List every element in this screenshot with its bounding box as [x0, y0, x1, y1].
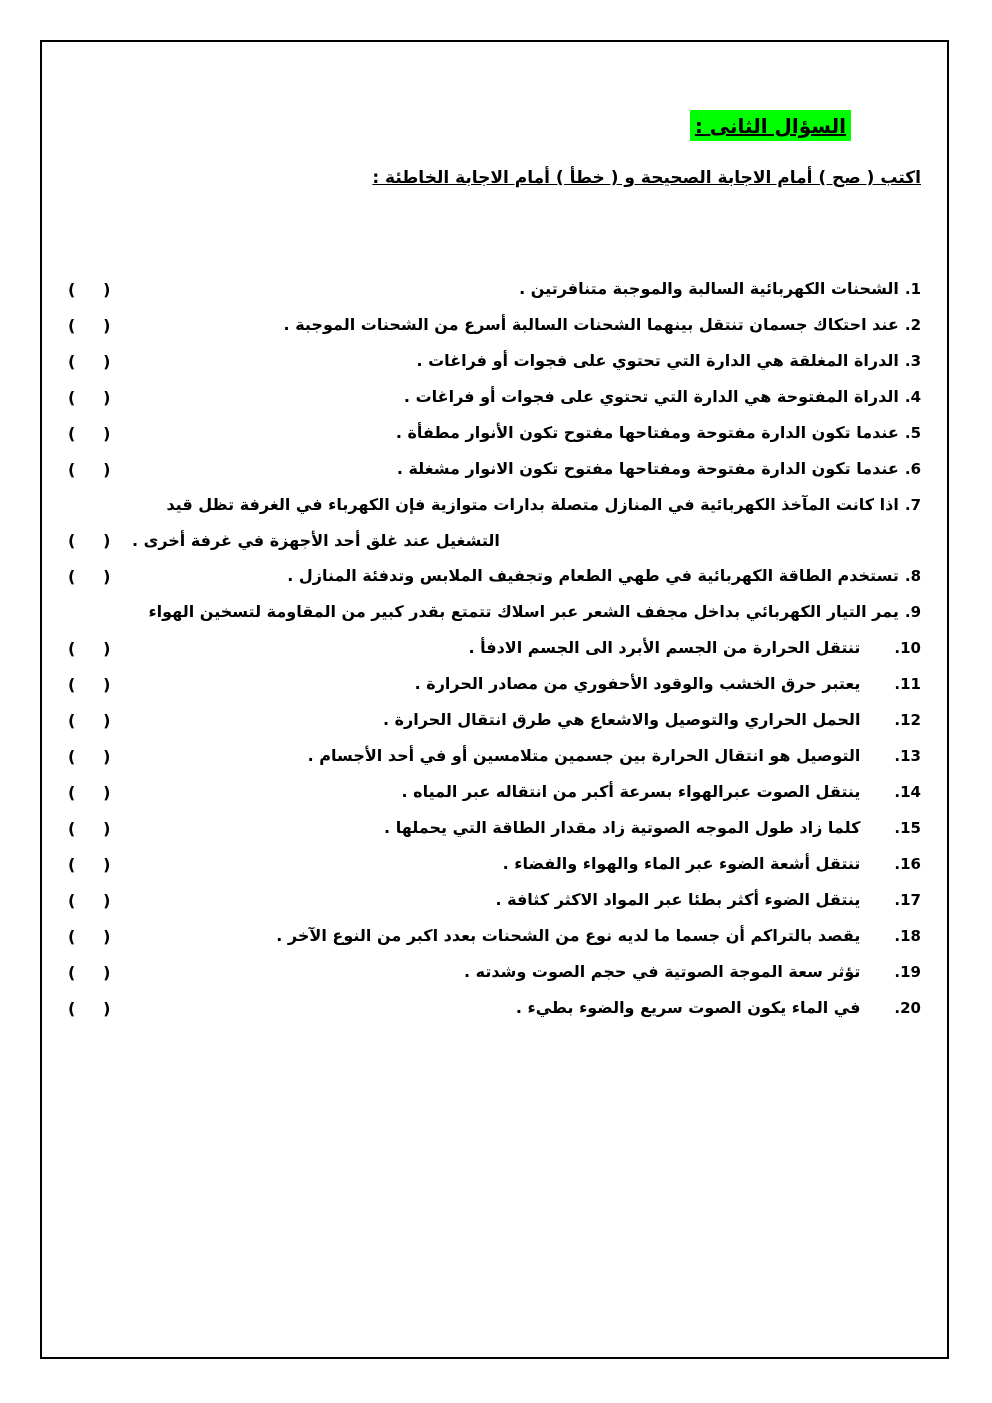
statement: [132, 954, 921, 990]
item-text: كلما زاد طول الموجه الصوتية زاد مقدار الطاقة التي يحملها .: [384, 817, 861, 837]
item-number: 1.: [904, 279, 921, 298]
statement: [132, 487, 921, 558]
statement-row-11: [68, 666, 921, 702]
title-row: [68, 110, 921, 141]
instruction-text: اكتب ( صح ) أمام الاجابة الصحيحة و ( خطأ ) أمام الاجابة الخاطئة :: [372, 168, 921, 188]
statement-row-10: [68, 630, 921, 666]
item-text-continued: التشغيل عند غلق أحد الأجهزة في غرفة أخرى .: [132, 530, 500, 550]
item-text: يمر التيار الكهربائي بداخل مجفف الشعر عبر اسلاك تتمتع بقدر كبير من المقاومة لتسخين الهواء: [148, 601, 899, 621]
item-text: ينتقل الضوء أكثر بطئا عبر المواد الاكثر كثافة .: [495, 889, 861, 909]
item-number: 13.: [894, 746, 921, 765]
statement-row-4: [68, 379, 921, 415]
item-text: عند احتكاك جسمان تنتقل بينهما الشحنات السالبة أسرع من الشحنات الموجبة .: [283, 314, 899, 334]
statement: [132, 918, 921, 954]
item-number: 3.: [904, 351, 921, 370]
statement-row-15: [68, 810, 921, 846]
statement-row-18: [68, 918, 921, 954]
item-text: تنتقل أشعة الضوء عبر الماء والهواء والفضاء .: [502, 853, 861, 873]
statement: [132, 379, 921, 415]
statement: [132, 415, 921, 451]
statement-row-3: [68, 343, 921, 379]
item-number: 11.: [894, 674, 921, 693]
answer-blank[interactable]: ( ): [68, 962, 111, 982]
item-number: 18.: [894, 926, 921, 945]
statement-row-12: [68, 702, 921, 738]
statement-row-19: [68, 954, 921, 990]
statement-row-17: [68, 882, 921, 918]
statement: [132, 774, 921, 810]
item-text: الدراة المفتوحة هي الدارة التي تحتوي على فجوات أو فراغات .: [403, 386, 899, 406]
statement-row-1: [68, 271, 921, 307]
item-number: 12.: [894, 710, 921, 729]
answer-blank[interactable]: ( ): [68, 890, 111, 910]
answer-blank[interactable]: ( ): [68, 926, 111, 946]
item-number: 6.: [904, 459, 921, 478]
item-number: 5.: [904, 423, 921, 442]
answer-blank[interactable]: ( ): [68, 710, 111, 730]
item-text: الشحنات الكهربائية السالبة والموجبة متنافرتين .: [519, 278, 899, 298]
item-number: 16.: [894, 854, 921, 873]
statement: [132, 630, 921, 666]
item-text: يعتبر حرق الخشب والوقود الأحفوري من مصادر الحرارة .: [414, 673, 861, 693]
statement: [132, 990, 921, 1026]
statement-line-1: [132, 487, 921, 523]
item-number: 8.: [904, 566, 921, 585]
answer-blank[interactable]: ( ): [68, 782, 111, 802]
statement-row-9: [68, 594, 921, 630]
statement-row-7: [68, 487, 921, 558]
statement: [132, 307, 921, 343]
statement-row-20: [68, 990, 921, 1026]
answer-blank[interactable]: ( ): [68, 746, 111, 766]
item-text: ينتقل الصوت عبرالهواء بسرعة أكبر من انتقاله عبر المياه .: [401, 781, 861, 801]
answer-blank[interactable]: ( ): [68, 530, 111, 550]
statement: [132, 882, 921, 918]
item-text: الدراة المغلقة هي الدارة التي تحتوي على فجوات أو فراغات .: [416, 350, 899, 370]
statement: [132, 738, 921, 774]
answer-blank[interactable]: ( ): [68, 674, 111, 694]
item-number: 19.: [894, 962, 921, 981]
answer-blank[interactable]: ( ): [68, 459, 111, 479]
section-title: السؤال الثانى :: [690, 110, 851, 141]
answer-blank[interactable]: ( ): [68, 387, 111, 407]
answer-blank[interactable]: ( ): [68, 854, 111, 874]
answer-blank[interactable]: ( ): [68, 818, 111, 838]
item-text: تستخدم الطاقة الكهربائية في طهي الطعام وتجفيف الملابس وتدفئة المنازل .: [287, 565, 899, 585]
statement: [68, 594, 921, 630]
item-number: 20.: [894, 998, 921, 1017]
item-text: الحمل الحراري والتوصيل والاشعاع هي طرق انتقال الحرارة .: [382, 709, 861, 729]
statement: [132, 846, 921, 882]
statement: [132, 702, 921, 738]
statement-row-13: [68, 738, 921, 774]
item-number: 2.: [904, 315, 921, 334]
item-text: التوصيل هو انتقال الحرارة بين جسمين متلامسين أو في أحد الأجسام .: [307, 745, 861, 765]
item-number: 17.: [894, 890, 921, 909]
item-number: 15.: [894, 818, 921, 837]
statement: [132, 343, 921, 379]
answer-blank[interactable]: ( ): [68, 638, 111, 658]
item-number: 14.: [894, 782, 921, 801]
item-text: عندما تكون الدارة مفتوحة ومفتاحها مفتوح تكون الأنوار مطفأة .: [395, 422, 899, 442]
answer-blank[interactable]: ( ): [68, 315, 111, 335]
page-border-frame: [40, 40, 949, 1359]
item-number: 9.: [904, 602, 921, 621]
item-text: في الماء يكون الصوت سريع والضوء بطيء .: [515, 997, 861, 1017]
statement-row-8: [68, 558, 921, 594]
statement-row-16: [68, 846, 921, 882]
statement: [132, 558, 921, 594]
answer-blank[interactable]: ( ): [68, 998, 111, 1018]
page-content: [42, 42, 947, 1357]
answer-blank[interactable]: ( ): [68, 566, 111, 586]
statement: [132, 451, 921, 487]
item-text: تنتقل الحرارة من الجسم الأبرد الى الجسم الادفأ .: [468, 637, 861, 657]
statement: [132, 810, 921, 846]
item-text: تؤثر سعة الموجة الصوتية في حجم الصوت وشدته .: [464, 961, 861, 981]
item-number: 10.: [894, 638, 921, 657]
statement-row-6: [68, 451, 921, 487]
statement: [132, 666, 921, 702]
answer-blank[interactable]: ( ): [68, 279, 111, 299]
item-text: اذا كانت المآخذ الكهربائية في المنازل متصلة بدارات متوازية فإن الكهرباء في الغرفة تظل قيد: [166, 494, 899, 514]
statement-row-14: [68, 774, 921, 810]
answer-blank[interactable]: ( ): [68, 423, 111, 443]
item-text: يقصد بالتراكم أن جسما ما لديه نوع من الشحنات بعدد اكبر من النوع الآخر .: [276, 925, 861, 945]
statement-line-2: [132, 523, 921, 558]
statement-row-5: [68, 415, 921, 451]
answer-blank[interactable]: ( ): [68, 351, 111, 371]
item-text: عندما تكون الدارة مفتوحة ومفتاحها مفتوح تكون الانوار مشغلة .: [396, 458, 899, 478]
item-number: 4.: [904, 387, 921, 406]
statements-list: [68, 271, 921, 1026]
item-number: 7.: [904, 495, 921, 514]
statement: [132, 271, 921, 307]
statement-row-2: [68, 307, 921, 343]
